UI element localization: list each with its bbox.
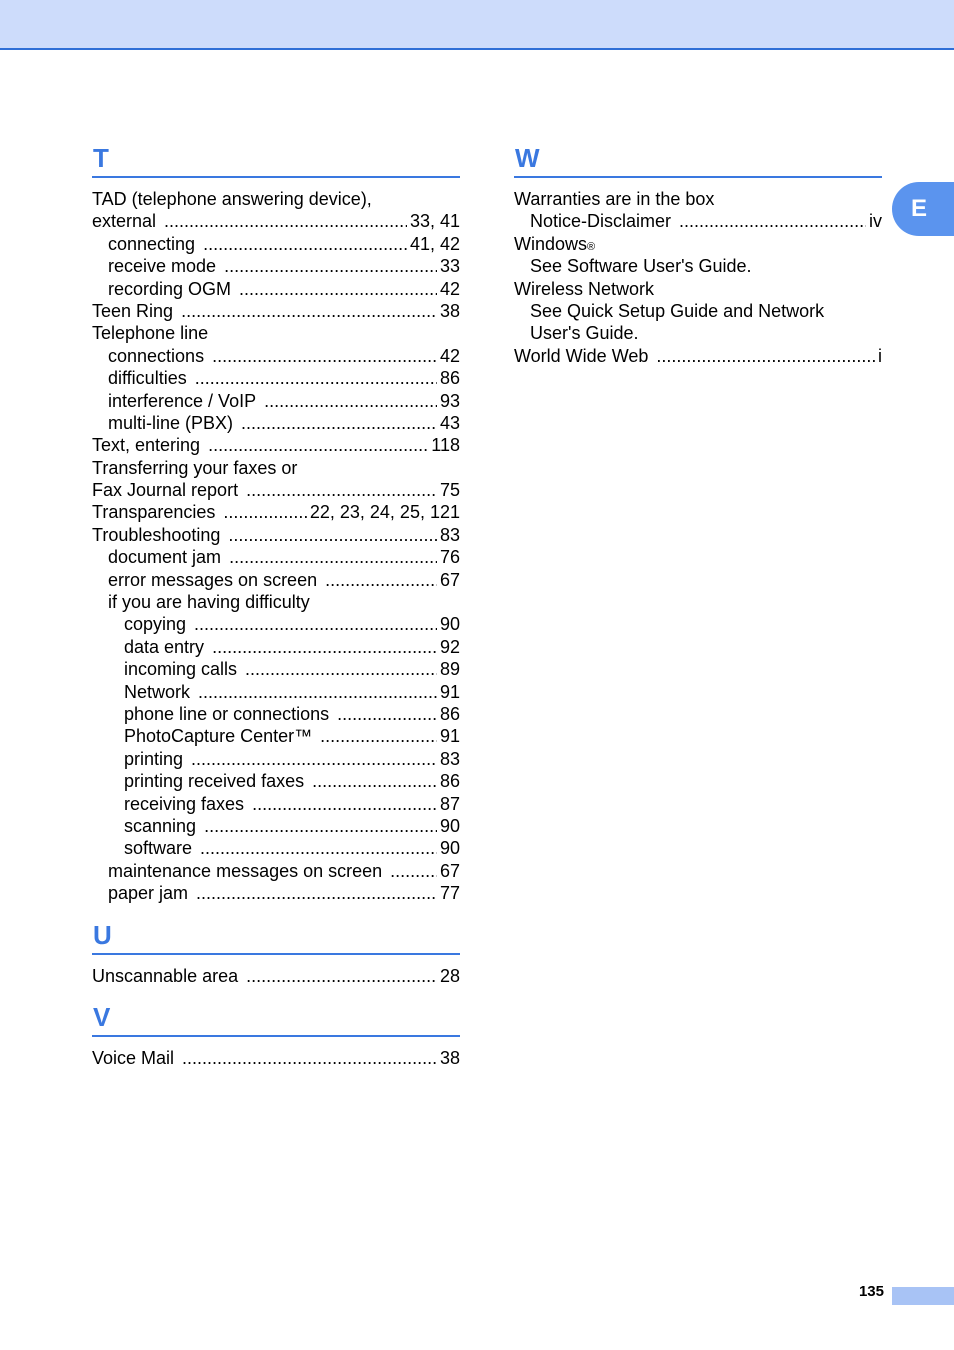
index-entry: Warranties are in the box	[514, 189, 715, 209]
section-letter-heading: W	[514, 140, 882, 178]
index-subsubentry: incoming calls ..... 89	[92, 658, 460, 680]
page-ref: 90	[439, 815, 460, 836]
index-subsubentry: copying ..... 90	[92, 613, 460, 635]
page-ref: 86	[439, 703, 460, 724]
index-subentry: interference / VoIP ..... 93	[92, 390, 460, 412]
page-ref: 90	[439, 614, 460, 635]
page-ref: 87	[439, 793, 460, 814]
page-ref: 93	[439, 390, 460, 411]
index-subsubentry: receiving faxes ..... 87	[92, 793, 460, 815]
page-ref: 75	[439, 480, 460, 501]
footer-accent-bar	[892, 1287, 954, 1305]
index-section-t	[92, 140, 460, 905]
page-ref: 67	[439, 569, 460, 590]
index-subentry: document jam ..... 76	[92, 546, 460, 568]
page-ref: 92	[439, 636, 460, 657]
page-ref: 67	[439, 860, 460, 881]
index-entry: Wireless Network	[514, 278, 655, 299]
page-ref: 22, 23, 24, 25, 121	[309, 502, 460, 523]
index-entry: Windows ®	[514, 233, 596, 254]
index-entry-list	[92, 955, 460, 987]
page-ref: 43	[439, 412, 460, 433]
index-section-w	[514, 140, 882, 367]
page-ref: 91	[439, 681, 460, 702]
index-subentry: Notice-Disclaimer ..... iv	[514, 210, 882, 232]
index-entry: Telephone line	[92, 323, 209, 344]
index-entry: Text, entering ..... 118	[92, 434, 460, 456]
page-ref: 33	[439, 256, 460, 277]
index-subsubentry: phone line or connections ..... 86	[92, 703, 460, 725]
index-subsubentry: Network ..... 91	[92, 681, 460, 703]
page-number: 135	[858, 1283, 884, 1300]
page-ref: 90	[439, 838, 460, 859]
index-entry-list	[514, 178, 882, 367]
page-ref: i	[878, 345, 882, 366]
index-subentry: User's Guide.	[530, 323, 639, 344]
index-subentry: error messages on screen ..... 67	[92, 569, 460, 591]
index-subentry: recording OGM ..... 42	[92, 278, 460, 300]
index-entry: World Wide Web ..... i	[514, 345, 882, 367]
section-letter-heading: T	[92, 140, 460, 178]
index-subentry: maintenance messages on screen ..... 67	[92, 860, 460, 882]
page-ref: 86	[439, 771, 460, 792]
index-entry: Voice Mail ..... 38	[92, 1047, 460, 1069]
index-subsubentry: software ..... 90	[92, 837, 460, 859]
index-entry-list	[92, 178, 460, 905]
page-ref: 42	[439, 278, 460, 299]
page-ref: 77	[439, 883, 460, 904]
index-column-right	[514, 140, 882, 367]
section-tab-e	[892, 182, 954, 236]
page-ref: 118	[431, 435, 460, 456]
index-entry: Troubleshooting ..... 83	[92, 524, 460, 546]
index-subentry: connections ..... 42	[92, 345, 460, 367]
section-tab-label: E	[910, 195, 927, 222]
index-subsubentry: PhotoCapture Center™ ..... 91	[92, 725, 460, 747]
page-ref: 91	[439, 726, 460, 747]
page-ref: 38	[439, 300, 460, 321]
page-ref: 28	[439, 965, 460, 986]
index-entry: Fax Journal report ..... 75	[92, 479, 460, 501]
section-letter-heading: V	[92, 999, 460, 1037]
index-subentry: paper jam ..... 77	[92, 882, 460, 904]
header-band	[0, 0, 954, 50]
page-ref: 42	[439, 345, 460, 366]
page-ref: iv	[869, 211, 882, 232]
index-section-u	[92, 917, 460, 987]
page-ref: 38	[439, 1047, 460, 1068]
index-entry: TAD (telephone answering device),	[92, 189, 372, 209]
page-ref: 83	[439, 748, 460, 769]
index-subentry: connecting ..... 41, 42	[92, 233, 460, 255]
index-subsubentry: scanning ..... 90	[92, 815, 460, 837]
index-column-left	[92, 140, 460, 1069]
page-ref: 33, 41	[409, 211, 460, 232]
index-entry-list	[92, 1037, 460, 1069]
section-letter-heading: U	[92, 917, 460, 955]
index-subsubentry: printing received faxes ..... 86	[92, 770, 460, 792]
index-entry: Unscannable area ..... 28	[92, 965, 460, 987]
index-subsubentry: printing ..... 83	[92, 748, 460, 770]
page-ref: 76	[439, 547, 460, 568]
index-subentry: difficulties ..... 86	[92, 367, 460, 389]
page-ref: 41, 42	[409, 233, 460, 254]
index-subentry: See Quick Setup Guide and Network	[530, 300, 825, 321]
index-entry: external ..... 33, 41	[92, 210, 460, 232]
index-entry: Teen Ring ..... 38	[92, 300, 460, 322]
index-section-v	[92, 999, 460, 1069]
index-entry: Transferring your faxes or	[92, 457, 298, 478]
index-subsubentry: data entry ..... 92	[92, 636, 460, 658]
index-subentry: multi-line (PBX) ..... 43	[92, 412, 460, 434]
page-ref: 86	[439, 368, 460, 389]
index-entry: Transparencies ..... 22, 23, 24, 25, 121	[92, 501, 460, 523]
index-subentry: if you are having difficulty	[108, 592, 310, 613]
page-ref: 83	[439, 524, 460, 545]
index-subentry: See Software User's Guide.	[530, 256, 752, 277]
page-ref: 89	[439, 659, 460, 680]
index-subentry: receive mode ..... 33	[92, 255, 460, 277]
